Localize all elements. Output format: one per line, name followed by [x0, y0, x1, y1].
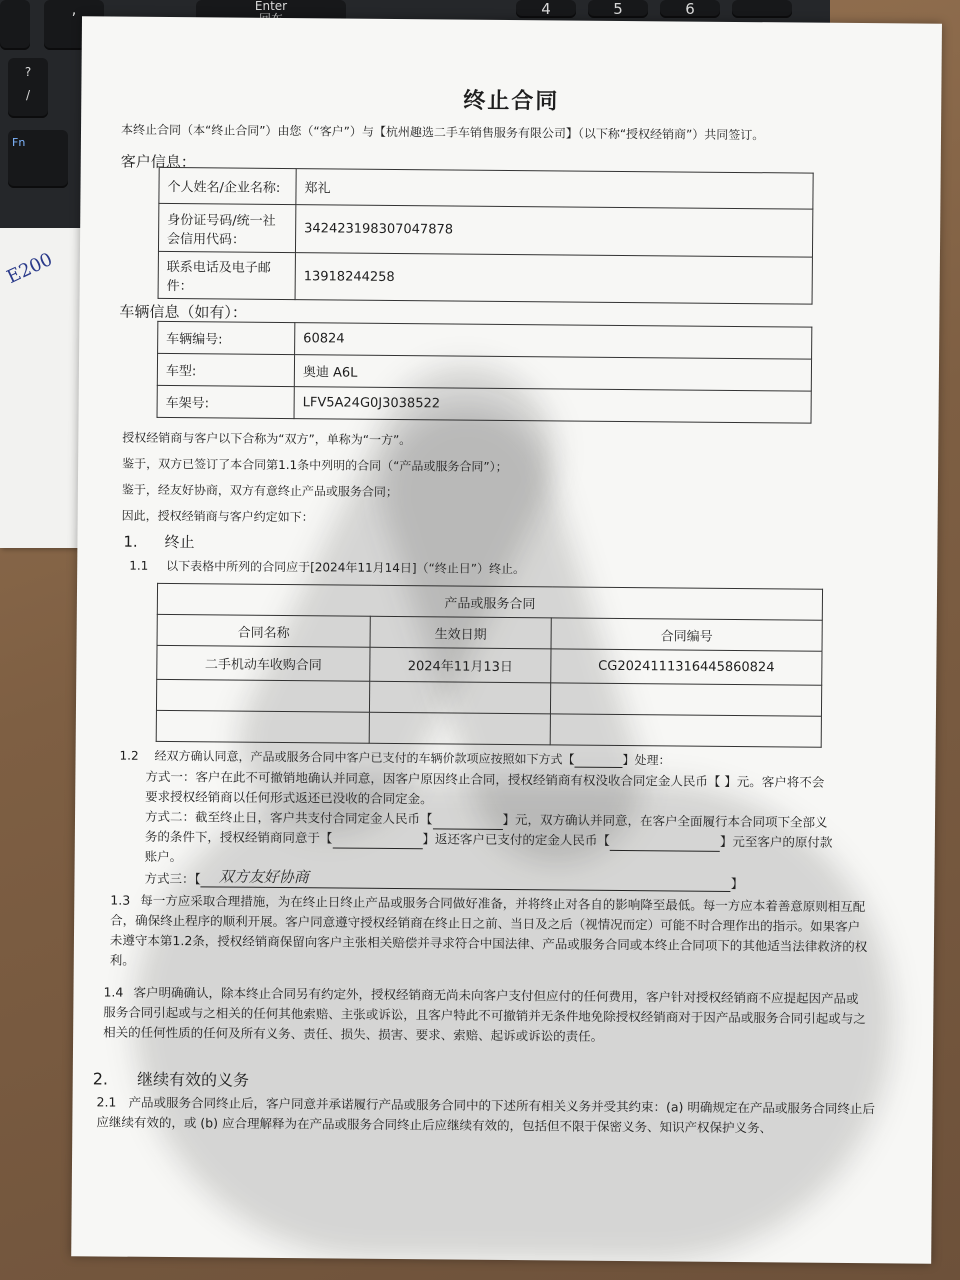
- key-7: [732, 0, 792, 18]
- section-1-heading: [123, 531, 194, 553]
- clause-1-2-text-b: 】处理：: [622, 752, 671, 768]
- ps-row-2-date: [369, 681, 550, 714]
- section-2-heading: [93, 1066, 250, 1090]
- ps-row-3-name: [156, 710, 369, 743]
- customer-contact-label: 联系电话及电子邮件：: [158, 251, 295, 299]
- clause-1-3-number: 1.3: [110, 892, 131, 908]
- clause-1-3: [110, 891, 871, 978]
- vehicle-no-value: 60824: [295, 323, 812, 360]
- key-enter-label: Enter: [254, 0, 288, 13]
- table-row: [157, 645, 822, 685]
- ps-col-number: 合同编号: [551, 618, 822, 651]
- therefore-text: 因此，授权经销商与客户约定如下：: [121, 508, 314, 525]
- way-3-label: 方式三：【: [144, 870, 201, 887]
- customer-id-row: [158, 203, 812, 257]
- clause-2-1: [96, 1092, 876, 1139]
- clause-1-2-blank[interactable]: [574, 767, 622, 768]
- way-2-blank-date[interactable]: [332, 847, 422, 849]
- clause-1-2-text-a: 经双方确认同意，产品或服务合同中客户已支付的车辆价款项应按照如下方式【: [154, 748, 575, 767]
- ps-col-date: 生效日期: [370, 616, 551, 649]
- customer-contact-value: 13918244258: [295, 253, 812, 305]
- clause-1-2: [119, 747, 670, 769]
- section-1-title: 终止: [164, 532, 195, 552]
- key-slash-label: ?: [24, 65, 32, 79]
- way-3: [144, 865, 743, 892]
- way-2-d: 】元至客户的原付款账户。: [144, 833, 833, 865]
- way-3-end: 】: [730, 875, 744, 892]
- clause-1-2-number: 1.2: [119, 748, 139, 763]
- vehicle-table: [157, 321, 813, 424]
- key-left-edge: [0, 0, 30, 50]
- way-3-handwriting: 双方友好协商: [218, 867, 309, 887]
- clause-2-1-number: 2.1: [96, 1094, 117, 1110]
- ps-row-1-number: CG2024111316445860824: [551, 649, 822, 685]
- table-row: [156, 710, 821, 747]
- key-6: [660, 0, 720, 18]
- ps-row-1-name: 二手机动车收购合同: [157, 645, 370, 681]
- product-service-table: [156, 583, 823, 748]
- contract-paper: [71, 16, 942, 1263]
- clause-1-1-text: 以下表格中所列的合同应于[2024年11月14日]（“终止日”）终止。: [166, 559, 526, 577]
- vehicle-no-label: 车辆编号:: [158, 321, 295, 354]
- customer-contact-row: [158, 251, 812, 304]
- vehicle-heading: 车辆信息（如有）：: [119, 302, 248, 322]
- key-4-label: 4: [541, 0, 551, 18]
- way-2-blank-amount[interactable]: [432, 828, 502, 830]
- way-2: [145, 807, 835, 873]
- clause-2-1-text: 产品或服务合同终止后，客户同意并承诺履行产品或服务合同中的下述所有相关义务并受其约束：(a) 明确规定在产品或服务合同终止后应继续有效的，或 (b) 应合理解释为在产品或服务合同终止后应继续有效的，包括但不限于保密义务、知识产权保护义务、: [96, 1094, 875, 1136]
- vehicle-vin-row: [157, 385, 811, 423]
- ps-row-3-date: [369, 712, 550, 745]
- ps-table-header: 产品或服务合同: [157, 583, 822, 620]
- way-2-blank-refund[interactable]: [610, 850, 720, 852]
- way-3-field[interactable]: [201, 865, 731, 892]
- key-comma-label: ,: [71, 0, 77, 18]
- way-2-a: 方式二：截至终止日，客户共支付合同定金人民币【: [144, 808, 433, 827]
- vehicle-vin-label: 车架号:: [157, 385, 294, 418]
- customer-id-value: 342423198307047878: [295, 205, 812, 258]
- customer-name-value: 郑礼: [296, 169, 813, 210]
- section-1-number: 1.: [123, 532, 138, 551]
- clause-1-4-text: 客户明确确认，除本终止合同另有约定外，授权经销商无尚未向客户支付但应付的任何费用，客户针对授权经销商不应提起因产品或服务合同引起或与之相关的任何其他索赔、主张或诉讼，且客户特此不可撤销并无条件地免除授权经销商对于因产品或服务合同引起或与之相关的任何性质的任何及所有义务、责任、损失、损害、要求、索赔、起诉或诉讼的责任。: [103, 984, 866, 1044]
- key-fn-label: Fn: [12, 136, 26, 149]
- notes-scrawl: E200: [3, 248, 56, 289]
- customer-heading: 客户信息：: [120, 152, 196, 172]
- ps-row-1-date: 2024年11月13日: [370, 647, 551, 683]
- key-4: [516, 0, 576, 18]
- intro-text: 本终止合同（本“终止合同”）由您（“客户”）与【杭州趣选二手车销售服务有限公司】（以下称“授权经销商”）共同签订。: [120, 122, 765, 143]
- key-fn: [8, 130, 68, 188]
- whereas-2: 鉴于，经友好协商，双方有意终止产品或服务合同；: [121, 482, 398, 500]
- whereas-1: 鉴于，双方已签订了本合同第1.1条中列明的合同（“产品或服务合同”）；: [122, 456, 508, 474]
- document-title: 终止合同: [463, 88, 560, 115]
- customer-name-label: 个人姓名/企业名称:: [159, 167, 296, 204]
- clause-1-4-number: 1.4: [103, 984, 124, 1000]
- vehicle-model-value: 奥迪 A6L: [294, 355, 811, 392]
- customer-id-label: 身份证号码/统一社会信用代码：: [158, 203, 295, 252]
- ps-col-name: 合同名称: [157, 614, 370, 647]
- key-slash-sub-label: /: [25, 88, 31, 102]
- ps-row-2-number: [550, 683, 821, 716]
- key-6-label: 6: [685, 0, 695, 18]
- key-slash: [8, 58, 48, 118]
- key-5: [588, 0, 648, 18]
- way-2-b: 】元，双方确认并同意，在客户全面履行本合同项下全部义务的条件下，授权经销商同意于【: [144, 811, 828, 846]
- ps-row-3-number: [550, 714, 821, 747]
- section-2-title: 继续有效的义务: [137, 1069, 250, 1090]
- clause-1-4: [103, 982, 869, 1049]
- clause-1-3-text: 每一方应采取合理措施，为在终止日终止产品或服务合同做好准备，并将终止对各自的影响降至最低。每一方应本着善意原则相互配合，确保终止程序的顺利开展。客户同意遵守授权经销商在终止日之前、当日及之后（视情况而定）可能不时合理作出的指示。如果客户未遵守本第1.2条，授权经销商保留向客户主张相关赔偿并寻求符合中国法律、产品或服务合同或本终止合同项下的其他适当法律救济的权利。: [109, 892, 868, 968]
- parties-text: 授权经销商与客户以下合称为“双方”，单称为“一方”。: [122, 430, 412, 448]
- key-5-label: 5: [613, 0, 623, 18]
- section-2-number: 2.: [92, 1069, 109, 1089]
- vehicle-model-label: 车型:: [157, 353, 294, 386]
- customer-name-row: [159, 167, 813, 209]
- clause-1-1: [129, 557, 525, 577]
- ps-row-2-name: [156, 679, 369, 712]
- customer-table: [158, 167, 814, 305]
- clause-1-1-number: 1.1: [129, 558, 149, 573]
- way-1: 方式一：客户在此不可撤销地确认并同意，因客户原因终止合同，授权经销商有权没收合同定金人民币【 】元。客户将不会要求授权经销商以任何形式返还已没收的合同定金。: [145, 768, 825, 807]
- vehicle-vin-value: LFV5A24G0J3038522: [294, 387, 811, 424]
- way-2-c: 】返还客户已支付的定金人民币【: [422, 831, 610, 848]
